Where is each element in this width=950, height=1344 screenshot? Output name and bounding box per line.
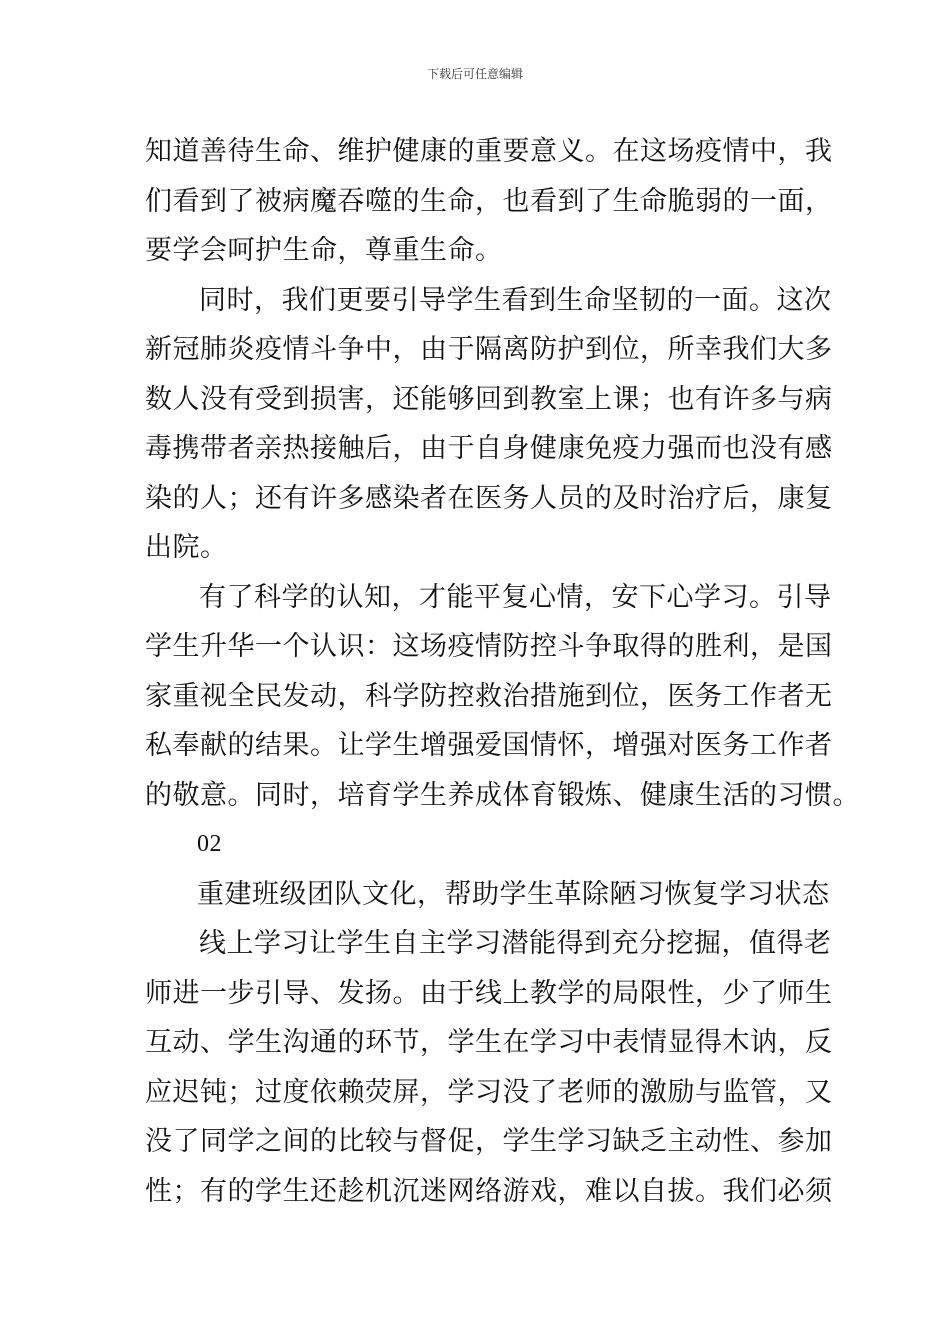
paragraph-3	[145, 573, 860, 821]
text-line: 出院。	[145, 532, 228, 563]
text-line: 染的人；还有许多感染者在医务人员的及时治疗后，康复	[145, 482, 833, 514]
text-line: 新冠肺炎疫情斗争中，由于隔离防护到位，所幸我们大多	[145, 334, 833, 365]
paragraph-4	[145, 919, 833, 1216]
text-line: 线上学习让学生自主学习潜能得到充分挖掘，值得老	[199, 928, 832, 959]
paragraph-1	[145, 127, 833, 276]
text-line: 互动、学生沟通的环节，学生在学习中表情显得木讷，反	[145, 1027, 833, 1058]
document-body	[145, 127, 860, 1216]
text-line: 性；有的学生还趁机沉迷网络游戏，难以自拔。我们必须	[145, 1175, 833, 1207]
text-line: 学生升华一个认识：这场疫情防控斗争取得的胜利，是国	[145, 631, 833, 662]
text-line: 家重视全民发动，科学防控救治措施到位，医务工作者无	[145, 680, 833, 712]
page-header-note: 下载后可任意编辑	[426, 67, 523, 81]
text-line: 同时，我们更要引导学生看到生命坚韧的一面。这次	[199, 284, 832, 316]
text-line: 私奉献的结果。让学生增强爱国情怀，增强对医务工作者	[145, 730, 833, 761]
text-line: 知道善待生命、维护健康的重要意义。在这场疫情中，我	[145, 136, 833, 167]
text-line: 师进一步引导、发扬。由于线上教学的局限性，少了师生	[145, 977, 833, 1009]
paragraph-2	[145, 276, 833, 573]
section-number: 02	[197, 831, 222, 857]
text-line: 们看到了被病魔吞噬的生命，也看到了生命脆弱的一面，	[145, 185, 833, 217]
text-line: 有了科学的认知，才能平复心情，安下心学习。引导	[199, 581, 832, 613]
text-line: 没了同学之间的比较与督促，学生学习缺乏主动性、参加	[145, 1126, 833, 1157]
section-title: 重建班级团队文化，帮助学生革除陋习恢复学习状态	[197, 878, 830, 910]
text-line: 应迟钝；过度依赖荧屏，学习没了老师的激励与监管，又	[145, 1076, 833, 1108]
text-line: 毒携带者亲热接触后，由于自身健康免疫力强而也没有感	[145, 433, 833, 464]
text-line: 数人没有受到损害，还能够回到教室上课；也有许多与病	[145, 383, 833, 415]
text-line: 要学会呵护生命，尊重生命。	[145, 235, 503, 266]
text-line: 的敬意。同时，培育学生养成体育锻炼、健康生活的习惯。	[145, 779, 860, 811]
section-heading	[145, 820, 830, 919]
